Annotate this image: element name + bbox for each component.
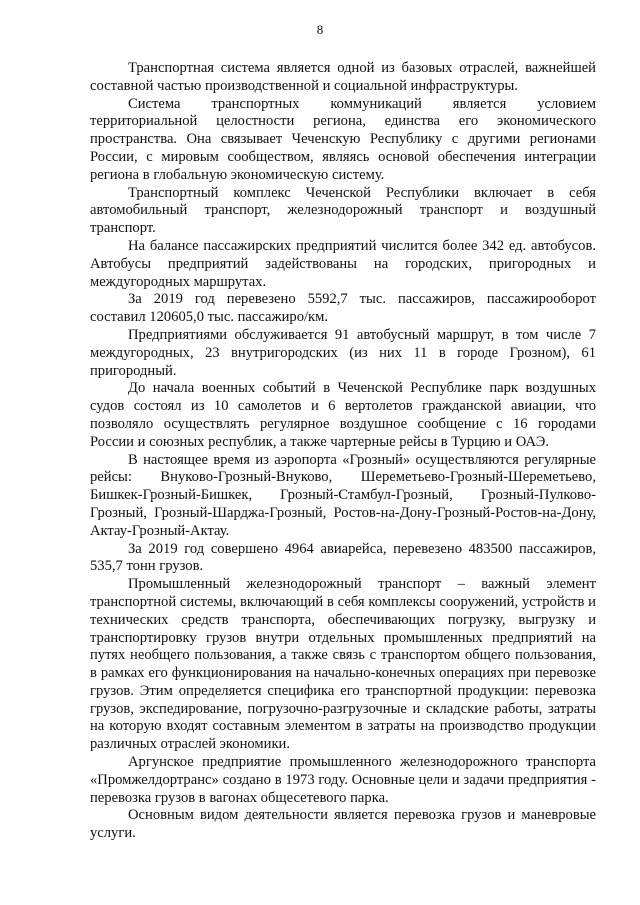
paragraph-transport-communications: Система транспортных коммуникаций является условием территориальной целостности региона, единства его экономического пространства. Она связывает Чеченскую Республику с другими регионами России, с мировым сообществом, являясь основой обеспечения интеграции региона в глобальную экономическую систему. [90,95,596,183]
paragraph-transport-complex: Транспортный комплекс Чеченской Республики включает в себя автомобильный транспорт, железнодорожный транспорт и воздушный транспорт. [90,184,596,237]
paragraph-industrial-railway: Промышленный железнодорожный транспорт – важный элемент транспортной системы, включающий в себя комплексы сооружений, устройств и технических средств транспорта, обеспечивающих погрузку, выгрузку и транспортировку грузов внутри отдельных промышленных предприятий на путях необщего пользования, а также связь с транспортом общего пользования, в рамках его функционирования на начально-конечных операциях при перевозке грузов. Этим определяется специфика его транспортной продукции: перевозка грузов, экспедирование, погрузочно-разгрузочные и складские работы, затраты на которую входят составным элементом в затраты на производство продукции различных отраслей экономики. [90,576,596,753]
paragraph-passengers-2019: За 2019 год перевезено 5592,7 тыс. пассажиров, пассажирооборот составил 120605,0 тыс. пассажиро/км. [90,291,596,326]
document-body [90,60,596,843]
paragraph-bus-routes: Предприятиями обслуживается 91 автобусный маршрут, в том числе 7 междугородных, 23 внутригородских (из них 11 в городе Грозном), 61 пригородный. [90,326,596,379]
paragraph-flights-2019: За 2019 год совершено 4964 авиарейса, перевезено 483500 пассажиров, 535,7 тонн грузов. [90,540,596,575]
paragraph-airport-flights: В настоящее время из аэропорта «Грозный» осуществляются регулярные рейсы: Внуково-Грозный-Внуково, Шереметьево-Грозный-Шереметьево, Бишкек-Грозный-Бишкек, Грозный-Стамбул-Грозный, Грозный-Пулково-Грозный, Грозный-Шарджа-Грозный, Ростов-на-Дону-Грозный-Ростов-на-Дону, Актау-Грозный-Актау. [90,451,596,539]
paragraph-bus-fleet: На балансе пассажирских предприятий числится более 342 ед. автобусов. Автобусы предприятий задействованы на городских, пригородных и междугородных маршрутах. [90,237,596,290]
paragraph-aircraft-fleet: До начала военных событий в Чеченской Республике парк воздушных судов состоял из 10 самолетов и 6 вертолетов гражданской авиации, что позволяло осуществлять регулярное воздушное сообщение с 16 городами России и союзных республик, а также чартерные рейсы в Турцию и ОАЭ. [90,380,596,450]
paragraph-argun-enterprise: Аргунское предприятие промышленного железнодорожного транспорта «Промжелдортранс» создано в 1973 году. Основные цели и задачи предприятия - перевозка грузов в вагонах общесетевого парка. [90,754,596,806]
paragraph-main-activity: Основным видом деятельности является перевозка грузов и маневровые услуги. [90,807,596,842]
paragraph-transport-system: Транспортная система является одной из базовых отраслей, важнейшей составной частью производственной и социальной инфраструктуры. [90,60,596,94]
page-number: 8 [316,22,324,37]
